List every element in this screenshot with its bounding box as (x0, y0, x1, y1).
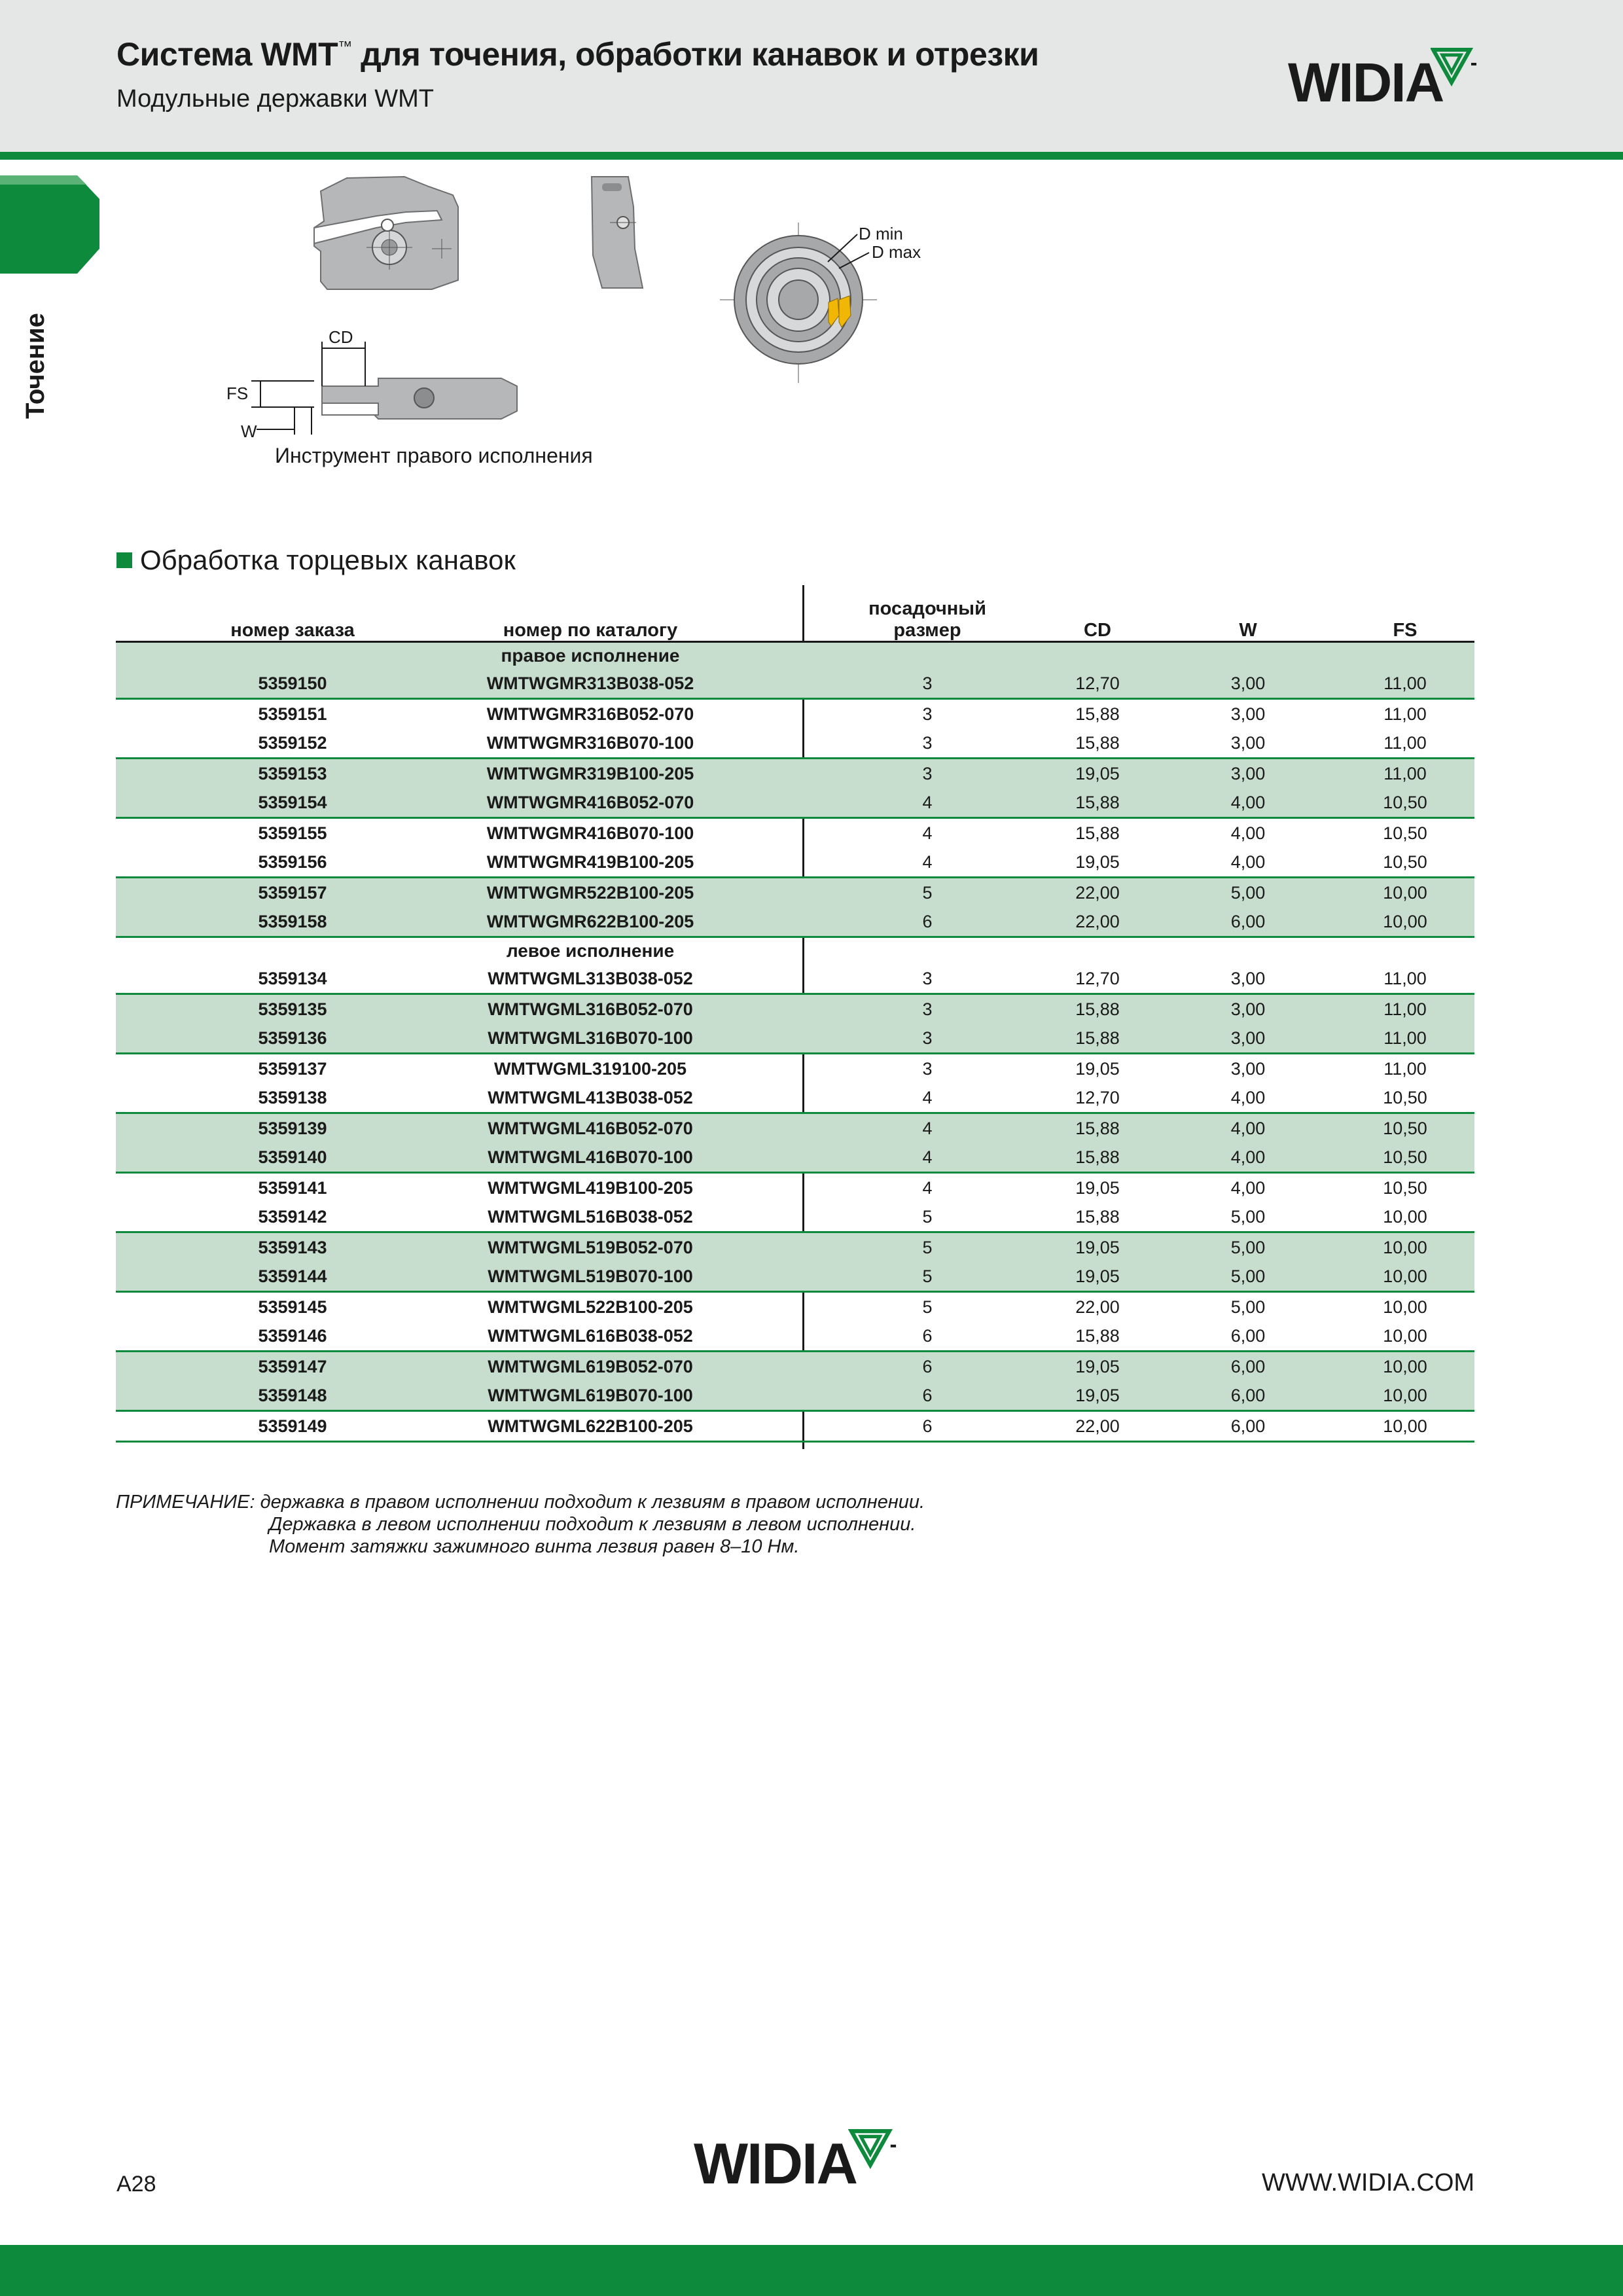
table-row (116, 1202, 1474, 1231)
header-order: номер заказа (230, 620, 355, 641)
table-row (116, 728, 1474, 757)
cell-w: 5,00 (1230, 1266, 1266, 1286)
cell-catalog: WMTWGMR316B052-070 (486, 704, 694, 724)
table-row (116, 848, 1474, 876)
cell-catalog: WMTWGML416B052-070 (488, 1119, 693, 1138)
cell-fs: 10,50 (1383, 1147, 1427, 1167)
cell-fs: 10,50 (1383, 1088, 1427, 1107)
cell-fs: 10,00 (1383, 1297, 1427, 1317)
cell-cd: 19,05 (1075, 1059, 1120, 1079)
cell-w: 3,00 (1230, 1059, 1266, 1079)
cell-w: 6,00 (1230, 1326, 1266, 1346)
widia-triangle-logo-icon (1431, 47, 1478, 88)
title-rest: для точения, обработки канавок и отрезки (351, 36, 1039, 73)
cell-seat: 3 (922, 673, 933, 693)
cell-order: 5359152 (258, 733, 327, 753)
row-group (116, 759, 1474, 819)
cell-order: 5359158 (258, 912, 327, 931)
cell-catalog: WMTWGML522B100-205 (488, 1297, 693, 1317)
cell-seat: 6 (922, 1386, 933, 1405)
cell-fs: 10,50 (1383, 823, 1427, 843)
cell-fs: 11,00 (1383, 1028, 1427, 1048)
table-row (116, 1143, 1474, 1172)
cell-seat: 3 (922, 1059, 933, 1079)
side-tab-label: Точение (21, 313, 50, 419)
cell-seat: 3 (922, 704, 933, 724)
cell-cd: 22,00 (1075, 1297, 1120, 1317)
table-row (116, 1174, 1474, 1202)
cell-w: 3,00 (1230, 673, 1266, 693)
note-label: ПРИМЕЧАНИЕ: (116, 1492, 255, 1513)
cell-w: 5,00 (1230, 1297, 1266, 1317)
table-row (116, 1233, 1474, 1262)
header-rule (0, 152, 1623, 160)
cell-fs: 11,00 (1383, 999, 1427, 1019)
cell-cd: 15,88 (1075, 1326, 1120, 1346)
section-label-row (116, 938, 1474, 964)
trademark-mark: ™ (338, 38, 352, 54)
cell-cd: 22,00 (1075, 1416, 1120, 1436)
table-row (116, 700, 1474, 728)
section-label-row (116, 643, 1474, 669)
cell-seat: 3 (922, 733, 933, 753)
cell-fs: 10,00 (1383, 1266, 1427, 1286)
cell-catalog: WMTWGMR313B038-052 (486, 673, 694, 693)
note (116, 1491, 925, 1558)
cell-fs: 10,50 (1383, 852, 1427, 872)
row-group (116, 1412, 1474, 1443)
footer-bar (0, 2245, 1623, 2296)
cell-seat: 6 (922, 1416, 933, 1436)
cell-order: 5359135 (258, 999, 327, 1019)
cell-seat: 5 (922, 1297, 933, 1317)
cell-fs: 11,00 (1383, 764, 1427, 783)
cell-catalog: WMTWGML316B070-100 (488, 1028, 693, 1048)
cell-catalog: WMTWGMR622B100-205 (486, 912, 694, 931)
cell-order: 5359147 (258, 1357, 327, 1376)
product-table (116, 589, 1474, 1443)
row-group (116, 1114, 1474, 1174)
cell-w: 4,00 (1230, 823, 1266, 843)
cell-catalog: WMTWGML313B038-052 (488, 969, 693, 988)
cell-catalog: WMTWGML519B070-100 (488, 1266, 693, 1286)
cell-seat: 3 (922, 969, 933, 988)
cell-cd: 12,70 (1075, 969, 1120, 988)
section-label: правое исполнение (501, 645, 680, 666)
cell-order: 5359136 (258, 1028, 327, 1048)
green-square-icon (116, 552, 132, 568)
table-row (116, 1293, 1474, 1321)
header-cd: CD (1084, 620, 1111, 641)
cell-cd: 15,88 (1075, 1119, 1120, 1138)
table-row (116, 819, 1474, 848)
cell-catalog: WMTWGMR419B100-205 (486, 852, 694, 872)
cell-seat: 5 (922, 1266, 933, 1286)
cell-w: 5,00 (1230, 883, 1266, 903)
table-row (116, 995, 1474, 1024)
cell-seat: 4 (922, 1147, 933, 1167)
header-catalog: номер по каталогу (503, 620, 678, 641)
cell-fs: 10,50 (1383, 793, 1427, 812)
cell-seat: 3 (922, 764, 933, 783)
title-main: Система WMT (116, 36, 338, 73)
cell-order: 5359155 (258, 823, 327, 843)
cell-catalog: WMTWGML519B052-070 (488, 1238, 693, 1257)
header-logo (1288, 52, 1484, 118)
cell-w: 3,00 (1230, 733, 1266, 753)
cell-order: 5359137 (258, 1059, 327, 1079)
table-row (116, 1114, 1474, 1143)
row-group (116, 643, 1474, 700)
cell-fs: 10,00 (1383, 1416, 1427, 1436)
cell-fs: 10,00 (1383, 912, 1427, 931)
cell-cd: 15,88 (1075, 704, 1120, 724)
groove-diagram (720, 223, 921, 383)
cell-seat: 4 (922, 1119, 933, 1138)
table-row (116, 964, 1474, 993)
table-body (116, 643, 1474, 1443)
table-row (116, 1352, 1474, 1381)
cell-seat: 3 (922, 1028, 933, 1048)
tool-drawings (209, 170, 995, 471)
cell-fs: 10,00 (1383, 1326, 1427, 1346)
table-row (116, 1262, 1474, 1291)
header-seat (855, 598, 999, 641)
cell-catalog: WMTWGML622B100-205 (488, 1416, 693, 1436)
cell-cd: 12,70 (1075, 1088, 1120, 1107)
cell-w: 3,00 (1230, 969, 1266, 988)
cell-fs: 10,00 (1383, 1238, 1427, 1257)
cell-order: 5359154 (258, 793, 327, 812)
cell-order: 5359144 (258, 1266, 327, 1286)
cell-w: 3,00 (1230, 764, 1266, 783)
row-group (116, 1293, 1474, 1352)
cell-cd: 19,05 (1075, 1178, 1120, 1198)
table-row (116, 759, 1474, 788)
cell-fs: 11,00 (1383, 733, 1427, 753)
note-line-3: Момент затяжки зажимного винта лезвия равен 8–10 Нм. (269, 1536, 800, 1557)
drawing-caption: Инструмент правого исполнения (275, 444, 593, 467)
cell-seat: 4 (922, 793, 933, 812)
cell-seat: 6 (922, 912, 933, 931)
cell-order: 5359148 (258, 1386, 327, 1405)
cell-catalog: WMTWGMR316B070-100 (486, 733, 694, 753)
note-line-1: державка в правом исполнении подходит к лезвиям в правом исполнении. (260, 1492, 925, 1513)
page-number: A28 (116, 2172, 156, 2197)
cell-fs: 10,00 (1383, 1357, 1427, 1376)
cell-w: 4,00 (1230, 1088, 1266, 1107)
cell-cd: 22,00 (1075, 912, 1120, 931)
header-logo-text: WIDIA (1288, 52, 1444, 113)
cell-seat: 4 (922, 823, 933, 843)
holder-front-view (592, 177, 643, 288)
row-group (116, 819, 1474, 878)
table-row (116, 1054, 1474, 1083)
cell-catalog: WMTWGML319100-205 (493, 1059, 687, 1079)
holder-top-view (226, 327, 517, 441)
row-group (116, 700, 1474, 759)
cell-catalog: WMTWGMR319B100-205 (486, 764, 694, 783)
section-title: Обработка торцевых канавок (140, 545, 516, 575)
cell-seat: 6 (922, 1357, 933, 1376)
table-row (116, 788, 1474, 817)
cell-cd: 22,00 (1075, 883, 1120, 903)
cell-cd: 19,05 (1075, 852, 1120, 872)
cell-w: 4,00 (1230, 1178, 1266, 1198)
cell-catalog: WMTWGML316B052-070 (488, 999, 693, 1019)
cell-order: 5359149 (258, 1416, 327, 1436)
note-line-2: Державка в левом исполнении подходит к лезвиям в левом исполнении. (269, 1514, 916, 1535)
row-group (116, 1054, 1474, 1114)
table-row (116, 1381, 1474, 1410)
row-group (116, 995, 1474, 1054)
table-row (116, 1412, 1474, 1441)
cell-w: 5,00 (1230, 1207, 1266, 1227)
cell-fs: 11,00 (1383, 1059, 1427, 1079)
cell-w: 4,00 (1230, 793, 1266, 812)
footer-logo-text: WIDIA (694, 2131, 857, 2196)
cell-seat: 6 (922, 1326, 933, 1346)
cell-w: 6,00 (1230, 912, 1266, 931)
row-group (116, 938, 1474, 995)
cell-fs: 10,00 (1383, 1207, 1427, 1227)
table-row (116, 669, 1474, 698)
cell-catalog: WMTWGML516B038-052 (488, 1207, 693, 1227)
cell-cd: 15,88 (1075, 733, 1120, 753)
page-title (116, 35, 1039, 73)
widia-triangle-logo-icon (848, 2128, 898, 2170)
dmin-label: D min (859, 224, 903, 243)
header-seat-line1: посадочный (868, 598, 986, 619)
holder-side-view (314, 177, 458, 289)
cell-fs: 11,00 (1383, 969, 1427, 988)
cell-w: 5,00 (1230, 1238, 1266, 1257)
cell-catalog: WMTWGML419B100-205 (488, 1178, 693, 1198)
cell-w: 4,00 (1230, 1119, 1266, 1138)
cell-order: 5359139 (258, 1119, 327, 1138)
dmax-label: D max (872, 242, 921, 262)
cell-order: 5359134 (258, 969, 327, 988)
cell-order: 5359142 (258, 1207, 327, 1227)
cell-catalog: WMTWGML619B052-070 (488, 1357, 693, 1376)
table-row (116, 878, 1474, 907)
cell-w: 4,00 (1230, 1147, 1266, 1167)
cell-w: 6,00 (1230, 1416, 1266, 1436)
cell-order: 5359143 (258, 1238, 327, 1257)
w-label: W (241, 422, 257, 441)
cell-order: 5359138 (258, 1088, 327, 1107)
cell-seat: 4 (922, 1088, 933, 1107)
cell-seat: 5 (922, 883, 933, 903)
cell-w: 3,00 (1230, 999, 1266, 1019)
cell-catalog: WMTWGML416B070-100 (488, 1147, 693, 1167)
cell-w: 6,00 (1230, 1357, 1266, 1376)
cell-order: 5359141 (258, 1178, 327, 1198)
row-group (116, 1174, 1474, 1233)
table-row (116, 907, 1474, 936)
page-subtitle: Модульные державки WMT (116, 85, 435, 113)
cell-order: 5359153 (258, 764, 327, 783)
cell-seat: 4 (922, 852, 933, 872)
cell-cd: 15,88 (1075, 999, 1120, 1019)
cell-order: 5359156 (258, 852, 327, 872)
cell-catalog: WMTWGML619B070-100 (488, 1386, 693, 1405)
page-header (0, 0, 1623, 152)
cell-order: 5359151 (258, 704, 327, 724)
footer-logo (694, 2131, 903, 2200)
cell-catalog: WMTWGML413B038-052 (488, 1088, 693, 1107)
cell-w: 4,00 (1230, 852, 1266, 872)
header-seat-line2: размер (893, 620, 961, 641)
cell-cd: 19,05 (1075, 1386, 1120, 1405)
table-row (116, 1321, 1474, 1350)
fs-label: FS (226, 384, 249, 403)
cell-catalog: WMTWGML616B038-052 (488, 1326, 693, 1346)
cell-order: 5359140 (258, 1147, 327, 1167)
cell-cd: 15,88 (1075, 793, 1120, 812)
side-tab (0, 175, 99, 274)
row-group (116, 1352, 1474, 1412)
cell-cd: 19,05 (1075, 764, 1120, 783)
cell-fs: 11,00 (1383, 704, 1427, 724)
cell-cd: 19,05 (1075, 1238, 1120, 1257)
cell-catalog: WMTWGMR416B052-070 (486, 793, 694, 812)
table-row (116, 1024, 1474, 1052)
table-header (116, 589, 1474, 643)
row-group (116, 878, 1474, 938)
cell-cd: 15,88 (1075, 823, 1120, 843)
cell-seat: 5 (922, 1207, 933, 1227)
cell-seat: 4 (922, 1178, 933, 1198)
cell-order: 5359146 (258, 1326, 327, 1346)
row-group (116, 1233, 1474, 1293)
cell-w: 6,00 (1230, 1386, 1266, 1405)
cell-cd: 12,70 (1075, 673, 1120, 693)
cell-order: 5359157 (258, 883, 327, 903)
cell-w: 3,00 (1230, 1028, 1266, 1048)
cell-seat: 3 (922, 999, 933, 1019)
cell-fs: 10,50 (1383, 1119, 1427, 1138)
cell-cd: 15,88 (1075, 1207, 1120, 1227)
cd-label: CD (329, 327, 353, 347)
table-row (116, 1083, 1474, 1112)
cell-fs: 10,50 (1383, 1178, 1427, 1198)
cell-w: 3,00 (1230, 704, 1266, 724)
cell-catalog: WMTWGMR416B070-100 (486, 823, 694, 843)
cell-cd: 19,05 (1075, 1266, 1120, 1286)
cell-order: 5359145 (258, 1297, 327, 1317)
header-fs: FS (1393, 620, 1418, 641)
cell-fs: 10,00 (1383, 1386, 1427, 1405)
cell-cd: 15,88 (1075, 1147, 1120, 1167)
cell-seat: 5 (922, 1238, 933, 1257)
cell-order: 5359150 (258, 673, 327, 693)
website-link[interactable]: WWW.WIDIA.COM (1262, 2169, 1475, 2197)
cell-catalog: WMTWGMR522B100-205 (486, 883, 694, 903)
cell-cd: 15,88 (1075, 1028, 1120, 1048)
cell-fs: 11,00 (1383, 673, 1427, 693)
cell-fs: 10,00 (1383, 883, 1427, 903)
header-w: W (1239, 620, 1257, 641)
cell-cd: 19,05 (1075, 1357, 1120, 1376)
section-label: левое исполнение (506, 941, 675, 961)
